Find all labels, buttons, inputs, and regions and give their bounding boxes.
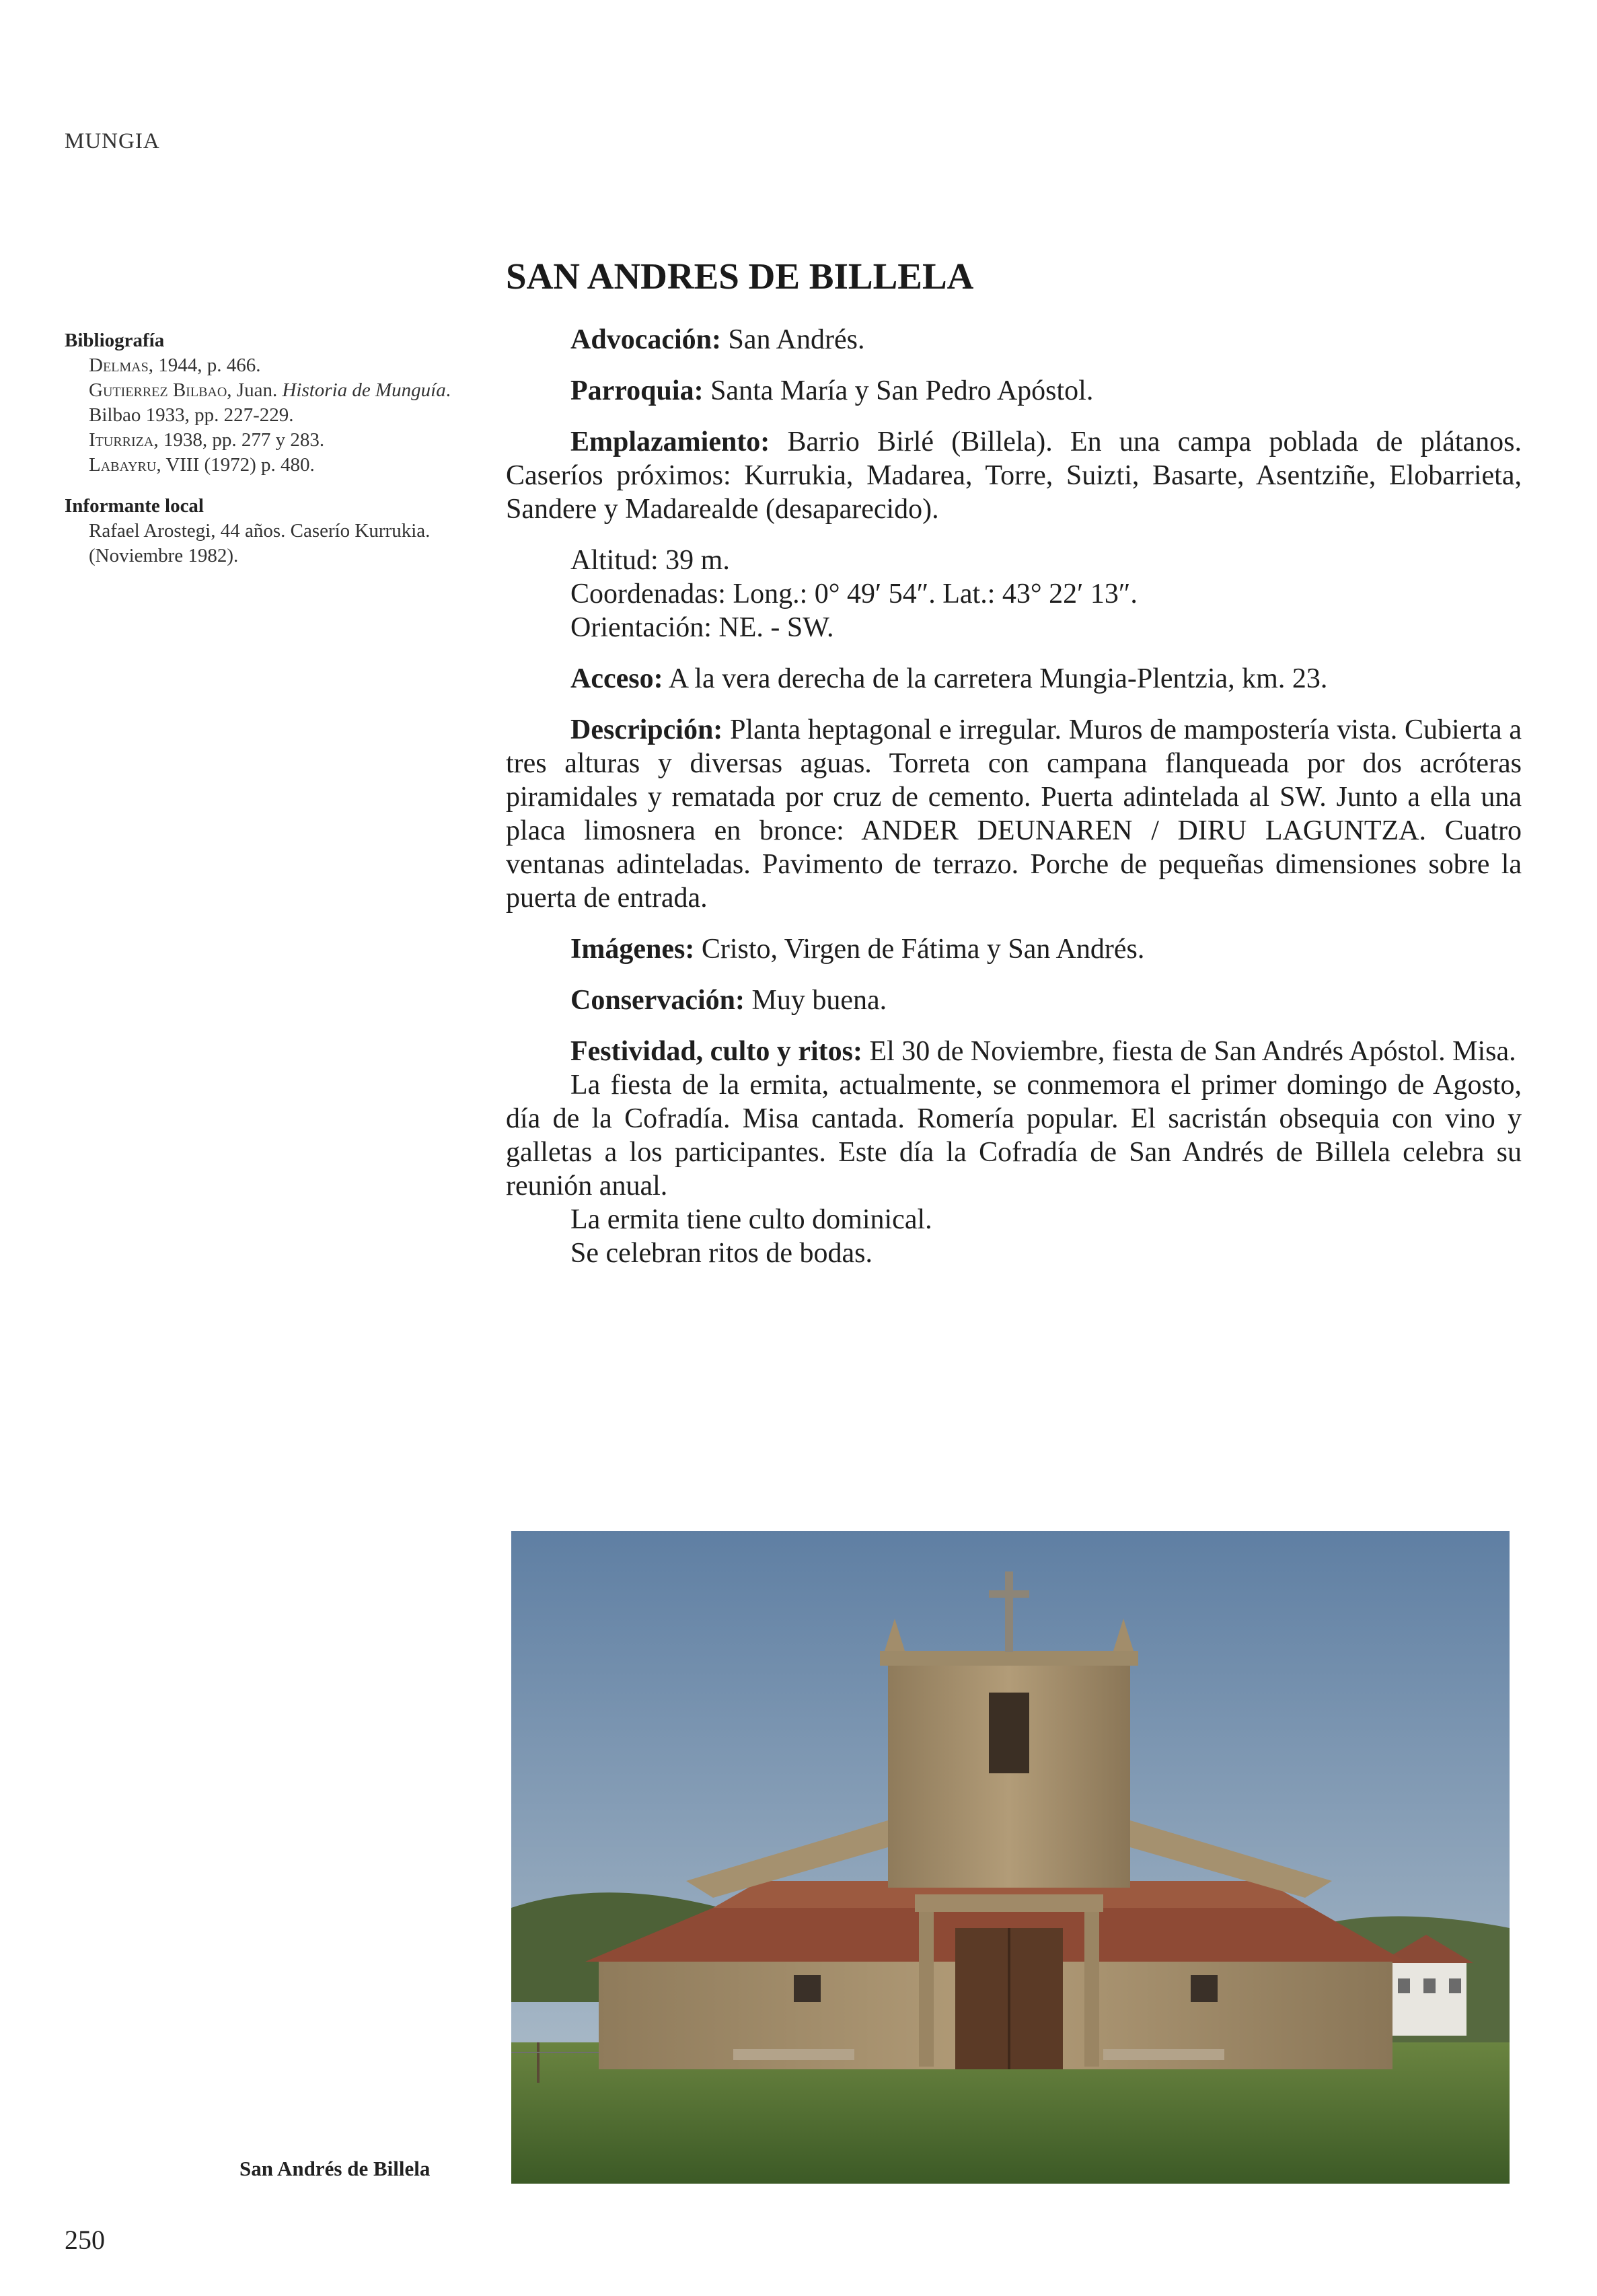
citation: , VIII (1972) p. 480.	[156, 454, 315, 476]
field-label: Imágenes:	[570, 934, 695, 965]
field-value: El 30 de Noviembre, fiesta de San Andrés Apóstol. Misa.	[869, 1036, 1516, 1067]
bibliography-entry	[65, 353, 468, 378]
farmhouse	[1386, 1962, 1466, 2036]
informant-block	[65, 494, 468, 568]
field-label: Festividad, culto y ritos:	[570, 1036, 862, 1067]
author: Gutierrez Bilbao	[89, 379, 227, 401]
conservacion-field	[506, 984, 1522, 1017]
descripcion-field	[506, 713, 1522, 915]
parroquia-field	[506, 374, 1522, 408]
bibliography-block	[65, 328, 468, 478]
fiesta-paragraph: La fiesta de la ermita, actualmente, se conmemora el primer domingo de Agosto, día de la Cofradía. Misa cantada. Romería popular. El sacristán obsequia con vino y galletas a los participantes. Este día la Cofradía de San Andrés de Billela celebra su reunión anual.	[506, 1070, 1522, 1201]
informant-text: Rafael Arostegi, 44 años. Caserío Kurrukia. (Noviembre 1982).	[89, 520, 431, 566]
photo-caption: San Andrés de Billela	[239, 2157, 431, 2180]
field-value: Muy buena.	[751, 985, 887, 1016]
tower-cornice	[880, 1651, 1138, 1666]
running-head: MUNGIA	[65, 129, 160, 153]
culto-line: La ermita tiene culto dominical.	[570, 1204, 932, 1235]
author: Delmas	[89, 355, 149, 376]
field-label: Conservación:	[570, 985, 745, 1016]
stone-bench	[733, 2049, 854, 2060]
citation: , 1938, pp. 277 y 283.	[153, 429, 325, 451]
cross-horizontal	[989, 1590, 1029, 1598]
field-value: Planta heptagonal e irregular. Muros de mampostería vista. Cubierta a tres alturas y diversas aguas. Torreta con campana flanqueada por dos acróteras piramidales y rematada por cruz de cemento. Puerta adintelada al SW. Junto a ella una placa limosnera en bronce: ANDER DEUNAREN / DIRU LAGUNTZA. Cuatro ventanas adinteladas. Pavimento de terrazo. Porche de pequeñas dimensiones sobre la puerta de entrada.	[506, 714, 1522, 914]
field-value: San Andrés.	[728, 324, 865, 355]
bell-opening	[989, 1693, 1029, 1773]
field-value: Cristo, Virgen de Fátima y San Andrés.	[701, 934, 1145, 965]
festividad-field	[506, 1035, 1522, 1068]
farmhouse-window	[1449, 1978, 1461, 1993]
informant-heading: Informante local	[65, 495, 204, 517]
stone-bench	[1103, 2049, 1224, 2060]
coordinates: Coordenadas: Long.: 0° 49′ 54″. Lat.: 43° 22′ 13″.	[570, 579, 1138, 609]
citation: , 1944, p. 466.	[148, 355, 261, 376]
field-value: Barrio Birlé (Billela). En una campa poblada de plátanos. Caseríos próximos: Kurrukia, Madarea, Torre, Suizti, Basarte, Asentziñe, Elobarrieta, Sandere y Madarealde (desaparecido).	[506, 427, 1522, 525]
location-data	[506, 544, 1522, 644]
chapel-window	[794, 1975, 821, 2002]
field-value: Santa María y San Pedro Apóstol.	[710, 375, 1094, 406]
chapel-window	[1191, 1975, 1218, 2002]
bibliography-entry	[65, 378, 468, 428]
main-column	[506, 256, 1522, 1270]
author: Iturriza	[89, 429, 154, 451]
field-value: A la vera derecha de la carretera Mungia-Plentzia, km. 23.	[668, 663, 1328, 694]
farmhouse-window	[1398, 1978, 1410, 1993]
porch-pillar	[1084, 1912, 1099, 2067]
porch-lintel	[915, 1894, 1103, 1912]
field-label: Descripción:	[570, 714, 723, 745]
bodas-line: Se celebran ritos de bodas.	[570, 1238, 873, 1269]
page-title: SAN ANDRES DE BILLELA	[506, 256, 974, 297]
imagenes-field	[506, 932, 1522, 966]
page-number: 250	[65, 2225, 105, 2255]
porch-pillar	[919, 1912, 934, 2067]
work-title: Historia de Munguía	[282, 379, 446, 401]
acceso-field	[506, 662, 1522, 696]
orientation: Orientación: NE. - SW.	[570, 612, 834, 643]
advocacion-field	[506, 323, 1522, 357]
field-label: Acceso:	[570, 663, 663, 694]
bibliography-heading: Bibliografía	[65, 330, 165, 351]
bibliography-entry	[65, 453, 468, 478]
altitude: Altitud: 39 m.	[570, 545, 730, 576]
field-label: Advocación:	[570, 324, 721, 355]
hermitage-photo	[511, 1531, 1510, 2184]
farmhouse-window	[1423, 1978, 1436, 1993]
hermitage-illustration	[511, 1531, 1510, 2184]
field-label: Parroquia:	[570, 375, 704, 406]
cross-vertical	[1005, 1571, 1013, 1652]
sidebar	[65, 328, 468, 585]
bibliography-entry	[65, 428, 468, 453]
emplazamiento-field	[506, 425, 1522, 526]
citation: , Juan.	[227, 379, 283, 401]
citation: . Bilbao 1933, pp. 227-229.	[89, 379, 451, 426]
author: Labayru	[89, 454, 157, 476]
field-label: Emplazamiento:	[570, 427, 770, 457]
